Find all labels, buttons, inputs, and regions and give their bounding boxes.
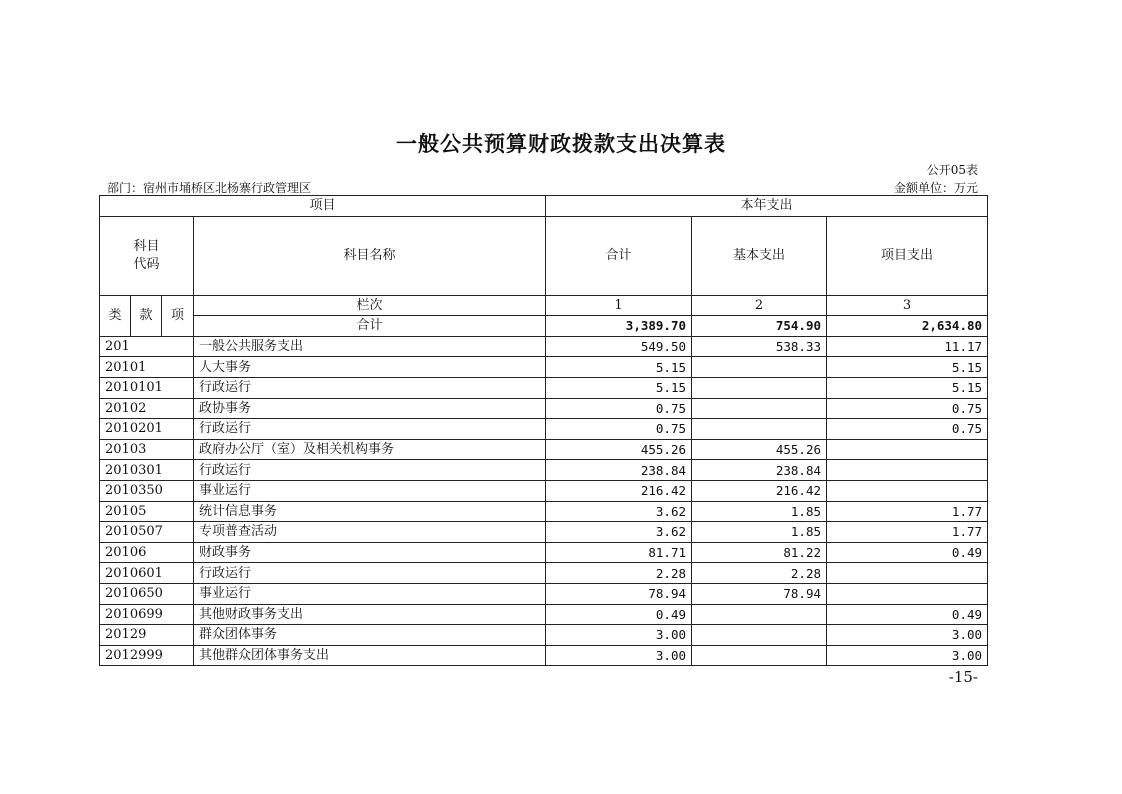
subject-name-cell: 行政运行 xyxy=(194,377,546,398)
subject-code-line1: 科目 xyxy=(133,238,160,254)
subject-name-cell: 事业运行 xyxy=(194,583,546,604)
column-order-label: 栏次 xyxy=(194,295,546,316)
basic-expenditure-cell: 455.26 xyxy=(692,439,827,460)
basic-expenditure-cell xyxy=(692,398,827,419)
table-row xyxy=(100,419,988,440)
total-cell: 238.84 xyxy=(546,460,692,481)
subject-name-cell: 政府办公厅（室）及相关机构事务 xyxy=(194,439,546,460)
subject-name-cell: 事业运行 xyxy=(194,480,546,501)
subject-name-cell: 统计信息事务 xyxy=(194,501,546,522)
project-expenditure-cell: 1.77 xyxy=(827,522,988,543)
project-expenditure-cell xyxy=(827,563,988,584)
project-expenditure-cell: 3.00 xyxy=(827,645,988,666)
project-expenditure-cell xyxy=(827,480,988,501)
total-cell: 78.94 xyxy=(546,583,692,604)
total-cell: 3.00 xyxy=(546,645,692,666)
project-expenditure-cell: 0.75 xyxy=(827,419,988,440)
subject-code-cell: 2010650 xyxy=(100,583,194,604)
project-header: 项目 xyxy=(100,196,546,217)
lei-header: 类 xyxy=(100,295,131,336)
column-number-1: 1 xyxy=(546,295,692,316)
expenditure-table xyxy=(99,195,988,666)
subject-name-cell: 行政运行 xyxy=(194,563,546,584)
table-row xyxy=(100,336,988,357)
table-row xyxy=(100,604,988,625)
total-cell: 5.15 xyxy=(546,357,692,378)
header-row-main xyxy=(100,216,988,295)
total-cell: 0.75 xyxy=(546,419,692,440)
basic-expenditure-cell xyxy=(692,645,827,666)
unit-label: 金额单位：万元 xyxy=(893,181,978,195)
subject-name-cell: 行政运行 xyxy=(194,419,546,440)
table-row xyxy=(100,377,988,398)
total-cell: 0.75 xyxy=(546,398,692,419)
table-row xyxy=(100,645,988,666)
basic-expenditure-cell: 1.85 xyxy=(692,501,827,522)
form-number: 公开05表 xyxy=(926,163,978,177)
basic-expenditure-cell xyxy=(692,604,827,625)
subject-name-cell: 一般公共服务支出 xyxy=(194,336,546,357)
table-row xyxy=(100,439,988,460)
project-expenditure-cell xyxy=(827,583,988,604)
table-row xyxy=(100,460,988,481)
subject-code-cell: 20106 xyxy=(100,542,194,563)
subject-name-cell: 其他财政事务支出 xyxy=(194,604,546,625)
subject-name-cell: 人大事务 xyxy=(194,357,546,378)
total-cell: 3.62 xyxy=(546,522,692,543)
table-row xyxy=(100,625,988,646)
basic-expenditure-cell: 538.33 xyxy=(692,336,827,357)
basic-expenditure-header: 基本支出 xyxy=(692,216,827,295)
total-cell: 549.50 xyxy=(546,336,692,357)
project-expenditure-cell: 0.49 xyxy=(827,604,988,625)
total-cell: 2.28 xyxy=(546,563,692,584)
subject-name-cell: 其他群众团体事务支出 xyxy=(194,645,546,666)
project-expenditure-cell: 5.15 xyxy=(827,357,988,378)
project-expenditure-cell: 5.15 xyxy=(827,377,988,398)
basic-expenditure-cell xyxy=(692,419,827,440)
total-cell: 5.15 xyxy=(546,377,692,398)
basic-expenditure-cell: 78.94 xyxy=(692,583,827,604)
subject-name-header: 科目名称 xyxy=(194,216,546,295)
total-header: 合计 xyxy=(546,216,692,295)
subject-name-cell: 政协事务 xyxy=(194,398,546,419)
project-expenditure-header: 项目支出 xyxy=(827,216,988,295)
table-row xyxy=(100,542,988,563)
basic-expenditure-cell: 216.42 xyxy=(692,480,827,501)
total-cell: 216.42 xyxy=(546,480,692,501)
subject-name-cell: 专项普查活动 xyxy=(194,522,546,543)
table-row xyxy=(100,583,988,604)
project-expenditure-cell: 11.17 xyxy=(827,336,988,357)
table-row xyxy=(100,522,988,543)
total-cell: 0.49 xyxy=(546,604,692,625)
subject-code-header xyxy=(100,216,194,295)
subject-code-line2: 代码 xyxy=(133,256,160,272)
document-title: 一般公共预算财政拨款支出决算表 xyxy=(396,132,726,156)
subject-code-cell: 20105 xyxy=(100,501,194,522)
basic-expenditure-cell: 2.28 xyxy=(692,563,827,584)
total-cell: 81.71 xyxy=(546,542,692,563)
basic-expenditure-cell: 1.85 xyxy=(692,522,827,543)
subject-code-cell: 2012999 xyxy=(100,645,194,666)
total-row-project: 2,634.80 xyxy=(827,316,988,337)
kuan-header: 款 xyxy=(131,295,162,336)
total-cell: 3.00 xyxy=(546,625,692,646)
column-number-3: 3 xyxy=(827,295,988,316)
subject-code-cell: 2010601 xyxy=(100,563,194,584)
subject-code-cell: 2010101 xyxy=(100,377,194,398)
project-expenditure-cell xyxy=(827,460,988,481)
subject-code-cell: 201 xyxy=(100,336,194,357)
subject-code-cell: 2010201 xyxy=(100,419,194,440)
subject-code-cell: 20103 xyxy=(100,439,194,460)
table-row xyxy=(100,563,988,584)
subject-name-cell: 群众团体事务 xyxy=(194,625,546,646)
department-label: 部门：宿州市埇桥区北杨寨行政管理区 xyxy=(107,181,312,195)
total-cell: 3.62 xyxy=(546,501,692,522)
subject-code-cell: 20102 xyxy=(100,398,194,419)
table-row xyxy=(100,480,988,501)
subject-code-cell: 2010507 xyxy=(100,522,194,543)
total-row-basic: 754.90 xyxy=(692,316,827,337)
table-row xyxy=(100,501,988,522)
current-year-expenditure-header: 本年支出 xyxy=(546,196,988,217)
total-row-total: 3,389.70 xyxy=(546,316,692,337)
subject-code-cell: 2010301 xyxy=(100,460,194,481)
project-expenditure-cell: 3.00 xyxy=(827,625,988,646)
basic-expenditure-cell xyxy=(692,625,827,646)
basic-expenditure-cell xyxy=(692,357,827,378)
project-expenditure-cell xyxy=(827,439,988,460)
subject-name-cell: 行政运行 xyxy=(194,460,546,481)
project-expenditure-cell: 1.77 xyxy=(827,501,988,522)
table-row xyxy=(100,357,988,378)
subject-name-cell: 财政事务 xyxy=(194,542,546,563)
basic-expenditure-cell: 81.22 xyxy=(692,542,827,563)
xiang-header: 项 xyxy=(162,295,194,336)
subject-code-cell: 20101 xyxy=(100,357,194,378)
column-order-row xyxy=(100,295,988,316)
basic-expenditure-cell: 238.84 xyxy=(692,460,827,481)
subject-code-cell: 20129 xyxy=(100,625,194,646)
project-expenditure-cell: 0.75 xyxy=(827,398,988,419)
total-row xyxy=(100,316,988,337)
subject-code-cell: 2010350 xyxy=(100,480,194,501)
total-cell: 455.26 xyxy=(546,439,692,460)
project-expenditure-cell: 0.49 xyxy=(827,542,988,563)
total-row-label: 合计 xyxy=(194,316,546,337)
header-row-top xyxy=(100,196,988,217)
page-number: -15- xyxy=(948,668,978,686)
basic-expenditure-cell xyxy=(692,377,827,398)
subject-code-cell: 2010699 xyxy=(100,604,194,625)
table-row xyxy=(100,398,988,419)
column-number-2: 2 xyxy=(692,295,827,316)
